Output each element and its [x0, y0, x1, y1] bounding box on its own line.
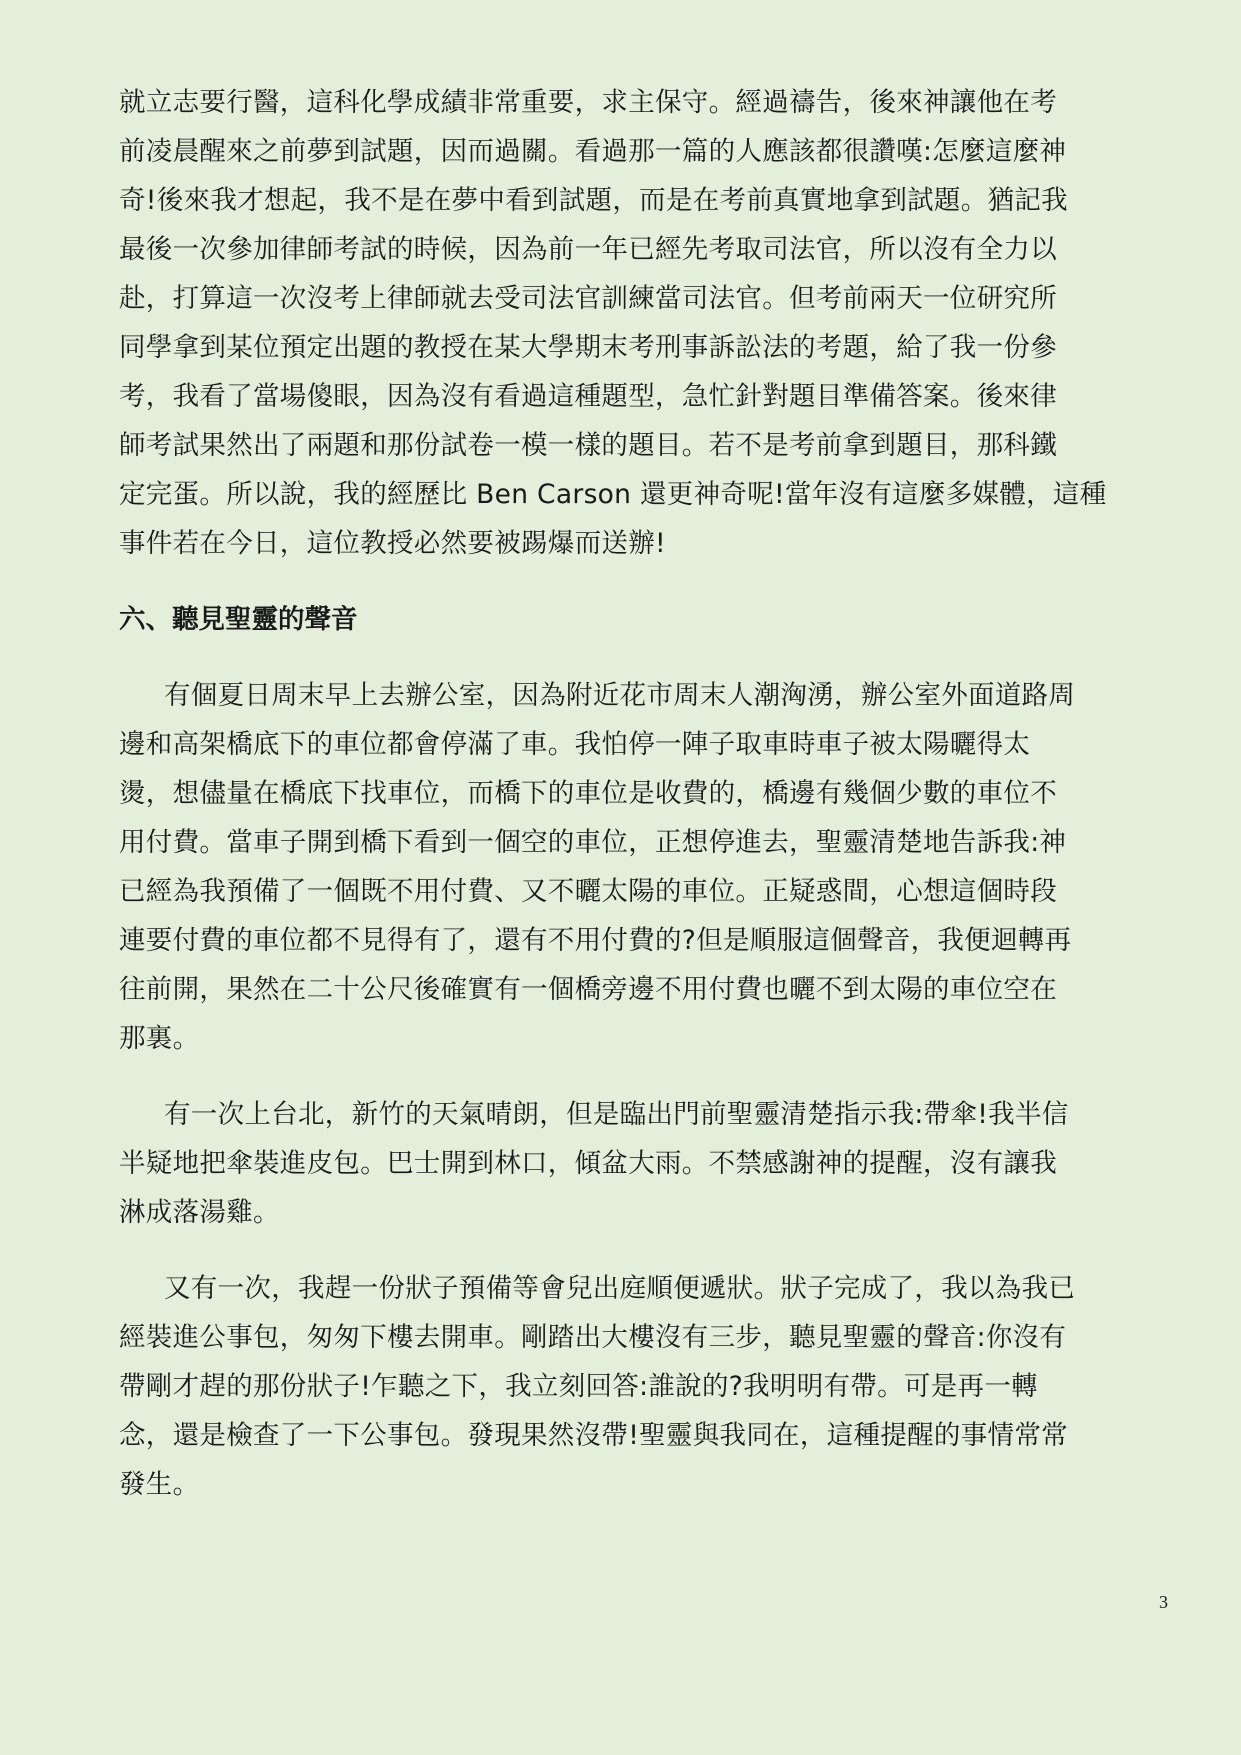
spacer	[119, 644, 1169, 671]
text-line: 帶剛才趕的那份狀子!乍聽之下，我立刻回答:誰說的?我明明有帶。可是再一轉	[119, 1371, 1038, 1402]
paragraph-intro	[119, 78, 1169, 568]
text-line: 事件若在今日，這位教授必然要被踢爆而送辦!	[119, 528, 666, 559]
text-line: 定完蛋。所以說，我的經歷比 Ben Carson 還更神奇呢!當年沒有這麼多媒體，這種	[119, 479, 1107, 510]
text-line: 已經為我預備了一個既不用付費、又不曬太陽的車位。正疑惑間，心想這個時段	[119, 876, 1057, 907]
text-line: 師考試果然出了兩題和那份試卷一模一樣的題目。若不是考前拿到題目，那科鐵	[119, 430, 1057, 461]
text-line: 往前開，果然在二十公尺後確實有一個橋旁邊不用付費也曬不到太陽的車位空在	[119, 974, 1057, 1005]
spacer	[119, 568, 1169, 595]
text-line: 念，還是檢查了一下公事包。發現果然沒帶!聖靈與我同在，這種提醒的事情常常	[119, 1420, 1068, 1451]
paragraph-parking	[119, 671, 1169, 1063]
spacer	[119, 1063, 1169, 1090]
text-line: 同學拿到某位預定出題的教授在某大學期末考刑事訴訟法的考題，給了我一份參	[119, 332, 1057, 363]
text-line: 有個夏日周末早上去辦公室，因為附近花市周末人潮洶湧，辦公室外面道路周	[164, 680, 1076, 711]
text-line: 有一次上台北，新竹的天氣晴朗，但是臨出門前聖靈清楚指示我:帶傘!我半信	[164, 1099, 1069, 1130]
text-line: 就立志要行醫，這科化學成績非常重要，求主保守。經過禱告，後來神讓他在考	[119, 87, 1057, 118]
text-line: 考，我看了當場傻眼，因為沒有看過這種題型，急忙針對題目準備答案。後來律	[119, 381, 1057, 412]
section-heading: 六、聽見聖靈的聲音	[119, 604, 358, 635]
text-line: 那裏。	[119, 1023, 200, 1054]
text-line: 用付費。當車子開到橋下看到一個空的車位，正想停進去，聖靈清楚地告訴我:神	[119, 827, 1067, 858]
text-line: 赴，打算這一次沒考上律師就去受司法官訓練當司法官。但考前兩天一位研究所	[119, 283, 1057, 314]
spacer	[119, 1237, 1169, 1264]
text-line: 邊和高架橋底下的車位都會停滿了車。我怕停一陣子取車時車子被太陽曬得太	[119, 729, 1031, 760]
text-line: 發生。	[119, 1469, 200, 1500]
paragraph-umbrella	[119, 1090, 1169, 1237]
text-line: 淋成落湯雞。	[119, 1197, 280, 1228]
text-line: 前凌晨醒來之前夢到試題，因而過關。看過那一篇的人應該都很讚嘆:怎麼這麼神	[119, 136, 1067, 167]
text-line: 連要付費的車位都不見得有了，還有不用付費的?但是順服這個聲音，我便迴轉再	[119, 925, 1072, 956]
text-line: 半疑地把傘裝進皮包。巴士開到林口，傾盆大雨。不禁感謝神的提醒，沒有讓我	[119, 1148, 1057, 1179]
page-number: 3	[1159, 1592, 1168, 1612]
paragraph-pleading	[119, 1264, 1169, 1509]
document-body	[119, 78, 1169, 1509]
text-line: 奇!後來我才想起，我不是在夢中看到試題，而是在考前真實地拿到試題。猶記我	[119, 185, 1068, 216]
text-line: 燙，想儘量在橋底下找車位，而橋下的車位是收費的，橋邊有幾個少數的車位不	[119, 778, 1057, 809]
text-line: 又有一次，我趕一份狀子預備等會兒出庭順便遞狀。狀子完成了，我以為我已	[164, 1273, 1076, 1304]
text-line: 最後一次參加律師考試的時候，因為前一年已經先考取司法官，所以沒有全力以	[119, 234, 1057, 265]
text-line: 經裝進公事包，匆匆下樓去開車。剛踏出大樓沒有三步，聽見聖靈的聲音:你沒有	[119, 1322, 1067, 1353]
